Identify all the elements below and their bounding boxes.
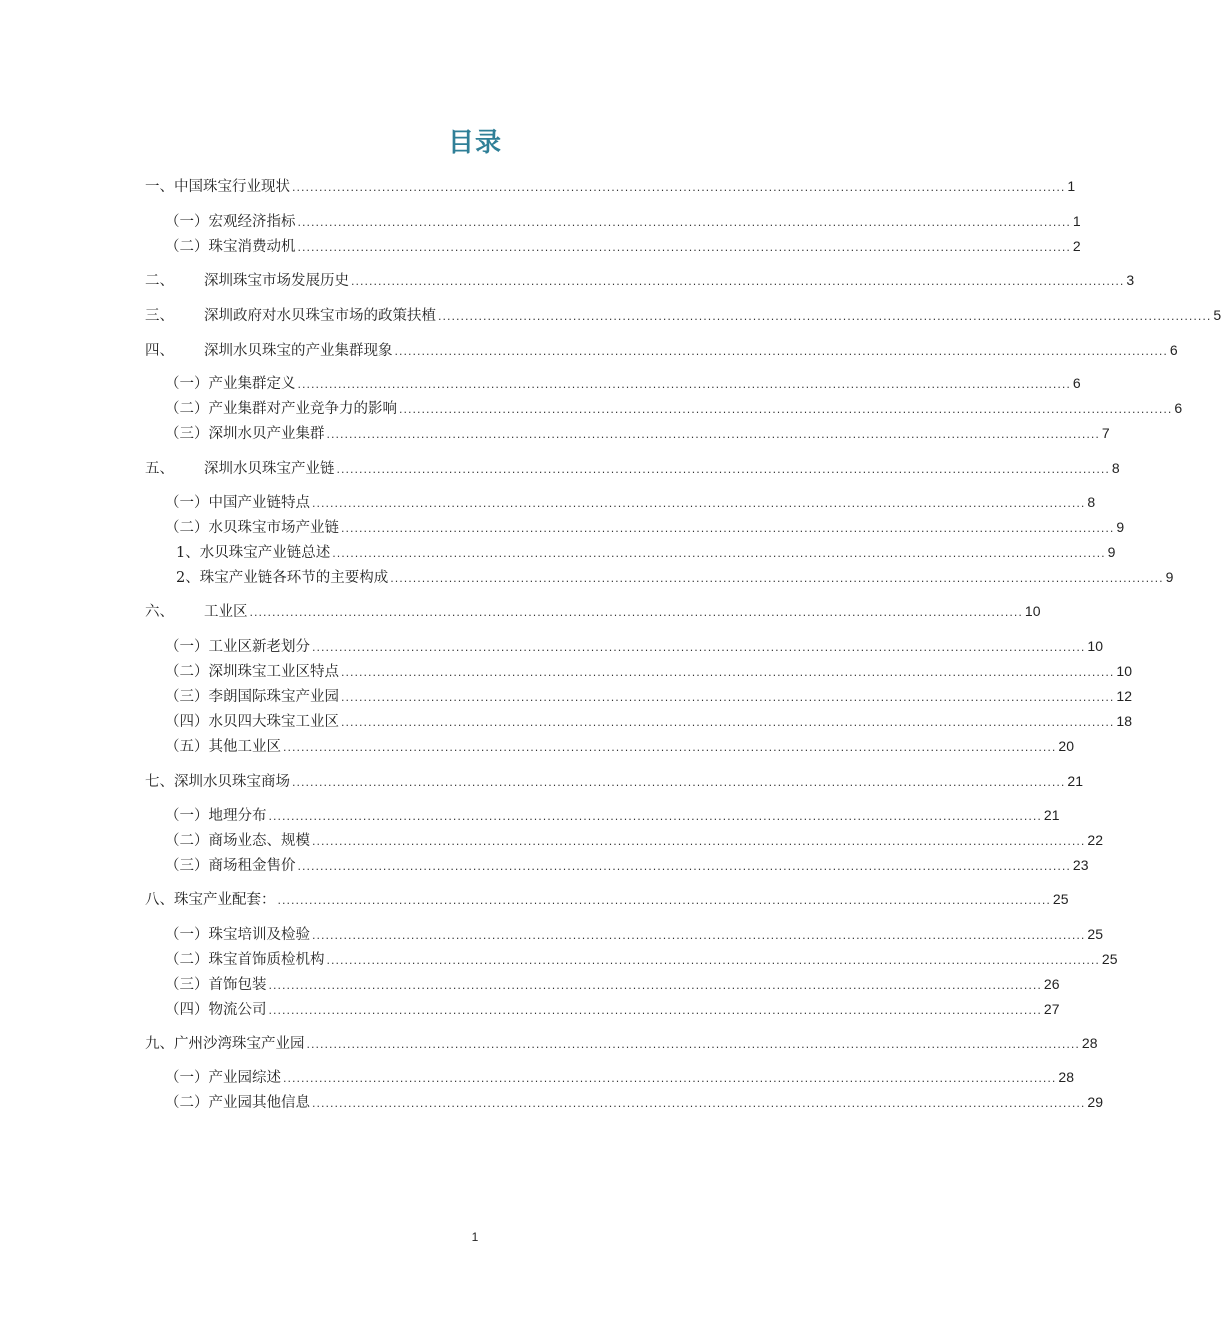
toc-page-number: 7 [1101, 425, 1110, 441]
toc-entry-number: 五、 [145, 461, 174, 477]
dot-leader: ............................................................................................................................................................................ [268, 979, 1042, 992]
toc-entry-label: 1、水贝珠宝产业链总述 [176, 545, 331, 561]
toc-entry[interactable] [145, 457, 1120, 479]
toc-entry-label: 深圳水贝珠宝的产业集群现象 [204, 343, 393, 359]
toc-entry-label: 工业区 [204, 604, 248, 620]
toc-entry[interactable] [165, 854, 1089, 876]
toc-page-number: 21 [1067, 773, 1083, 789]
dot-leader: ............................................................................................................................................................................ [312, 641, 1086, 654]
toc-entry[interactable] [165, 973, 1060, 995]
toc-page-number: 6 [1169, 342, 1178, 358]
toc-page-number: 9 [1165, 569, 1174, 585]
dot-leader: ............................................................................................................................................................................ [326, 428, 1100, 441]
toc-entry[interactable] [165, 1091, 1103, 1113]
toc-entry-label: （二）产业集群对产业竞争力的影响 [165, 401, 397, 417]
toc-entry[interactable] [145, 269, 1135, 291]
toc-entry[interactable] [165, 948, 1118, 970]
dot-leader: ............................................................................................................................................................................ [326, 954, 1100, 967]
toc-entry-label: （一）工业区新老划分 [165, 639, 310, 655]
dot-leader: ............................................................................................................................................................................ [390, 572, 1164, 585]
toc-entry[interactable] [145, 600, 1041, 622]
dot-leader: ............................................................................................................................................................................ [292, 181, 1066, 194]
toc-entry-number: 三、 [145, 308, 174, 324]
toc-page-number: 25 [1101, 951, 1118, 967]
toc-page-number: 12 [1116, 688, 1132, 704]
toc-page-number: 2 [1072, 238, 1081, 254]
dot-leader: ............................................................................................................................................................................ [351, 275, 1125, 288]
toc-entry[interactable] [165, 735, 1074, 757]
toc-title: 目录 [447, 128, 502, 158]
toc-entry-label: 深圳政府对水贝珠宝市场的政策扶植 [204, 308, 436, 324]
toc-entry-label: （三）李朗国际珠宝产业园 [165, 689, 339, 705]
page-number: 1 [471, 1230, 479, 1244]
toc-page-number: 6 [1174, 400, 1183, 416]
toc-page-number: 10 [1087, 638, 1103, 654]
dot-leader: ............................................................................................................................................................................ [268, 810, 1042, 823]
dot-leader: ............................................................................................................................................................................ [297, 216, 1071, 229]
toc-page-number: 8 [1087, 494, 1096, 510]
toc-entry[interactable] [165, 923, 1103, 945]
toc-entry-label: 一、中国珠宝行业现状 [145, 179, 290, 195]
toc-page-number: 28 [1081, 1035, 1098, 1051]
toc-entry-label: （一）产业园综述 [165, 1070, 281, 1086]
toc-entry-label: 九、广州沙湾珠宝产业园 [145, 1036, 305, 1052]
toc-page-number: 22 [1087, 832, 1103, 848]
toc-entry-label: （一）珠宝培训及检验 [165, 927, 310, 943]
toc-entry[interactable] [165, 397, 1183, 419]
toc-entry[interactable] [165, 516, 1125, 538]
dot-leader: ............................................................................................................................................................................ [312, 929, 1086, 942]
toc-page-number: 1 [1067, 178, 1076, 194]
toc-entry[interactable] [165, 372, 1081, 394]
dot-leader: ............................................................................................................................................................................ [312, 835, 1086, 848]
dot-leader: ............................................................................................................................................................................ [341, 716, 1115, 729]
toc-entry-label: 深圳珠宝市场发展历史 [204, 273, 349, 289]
toc-entry-label: （二）深圳珠宝工业区特点 [165, 664, 339, 680]
toc-entry-label: （一）地理分布 [165, 808, 267, 824]
toc-entry[interactable] [145, 175, 1076, 197]
toc-entry-label: （四）物流公司 [165, 1002, 267, 1018]
toc-page-number: 21 [1043, 807, 1060, 823]
dot-leader: ............................................................................................................................................................................ [312, 1097, 1086, 1110]
toc-page-number: 23 [1072, 857, 1089, 873]
toc-entry[interactable] [165, 829, 1103, 851]
toc-entry[interactable] [165, 491, 1096, 513]
toc-entry[interactable] [145, 304, 1221, 326]
toc-entry-label: （四）水贝四大珠宝工业区 [165, 714, 339, 730]
toc-page-number: 25 [1087, 926, 1103, 942]
toc-page-number: 1 [1072, 213, 1081, 229]
toc-entry-label: （一）中国产业链特点 [165, 495, 310, 511]
dot-leader: ............................................................................................................................................................................ [306, 1038, 1080, 1051]
dot-leader: ............................................................................................................................................................................ [249, 606, 1023, 619]
toc-entry[interactable] [165, 635, 1103, 657]
toc-entry[interactable] [165, 1066, 1074, 1088]
dot-leader: ............................................................................................................................................................................ [341, 666, 1115, 679]
toc-page-number: 10 [1116, 663, 1132, 679]
toc-entry[interactable] [176, 566, 1174, 588]
toc-entry-label: （三）首饰包装 [165, 977, 267, 993]
dot-leader: ............................................................................................................................................................................ [297, 860, 1071, 873]
toc-entry-label: （二）产业园其他信息 [165, 1095, 310, 1111]
toc-entry-number: 四、 [145, 343, 174, 359]
toc-entry[interactable] [165, 235, 1081, 257]
toc-entry[interactable] [165, 710, 1132, 732]
toc-entry-label: （二）商场业态、规模 [165, 833, 310, 849]
toc-page-number: 29 [1087, 1094, 1103, 1110]
toc-page-number: 20 [1058, 738, 1074, 754]
toc-page-number: 25 [1052, 891, 1069, 907]
toc-page-number: 18 [1116, 713, 1132, 729]
toc-entry-label: （二）水贝珠宝市场产业链 [165, 520, 339, 536]
dot-leader: ............................................................................................................................................................................ [341, 522, 1115, 535]
toc-page-number: 8 [1111, 460, 1120, 476]
dot-leader: ............................................................................................................................................................................ [297, 241, 1071, 254]
toc-entry[interactable] [165, 422, 1110, 444]
dot-leader: ............................................................................................................................................................................ [268, 1004, 1042, 1017]
toc-entry-label: 八、珠宝产业配套： [145, 892, 276, 908]
dot-leader: ............................................................................................................................................................................ [283, 1072, 1057, 1085]
dot-leader: ............................................................................................................................................................................ [292, 776, 1066, 789]
toc-page-number: 10 [1024, 603, 1041, 619]
dot-leader: ............................................................................................................................................................................ [277, 894, 1051, 907]
toc-page-number: 9 [1116, 519, 1125, 535]
dot-leader: ............................................................................................................................................................................ [336, 463, 1110, 476]
toc-entry[interactable] [165, 660, 1132, 682]
toc-entry-label: 七、深圳水贝珠宝商场 [145, 774, 290, 790]
toc-entry-label: 2、珠宝产业链各环节的主要构成 [176, 570, 389, 586]
toc-entry-label: （一）产业集群定义 [165, 376, 296, 392]
toc-entry[interactable] [165, 685, 1132, 707]
toc-entry[interactable] [145, 339, 1178, 361]
toc-entry-label: （五）其他工业区 [165, 739, 281, 755]
toc-page-number: 6 [1072, 375, 1081, 391]
dot-leader: ............................................................................................................................................................................ [297, 378, 1071, 391]
toc-entry-label: 深圳水贝珠宝产业链 [204, 461, 335, 477]
toc-page-number: 3 [1126, 272, 1135, 288]
toc-entry[interactable] [176, 541, 1116, 563]
dot-leader: ............................................................................................................................................................................ [341, 691, 1115, 704]
toc-entry-label: （三）商场租金售价 [165, 858, 296, 874]
dot-leader: ............................................................................................................................................................................ [332, 547, 1106, 560]
toc-entry[interactable] [145, 770, 1083, 792]
toc-page-number: 5 [1213, 307, 1221, 323]
dot-leader: ............................................................................................................................................................................ [283, 741, 1057, 754]
toc-entry-label: （二）珠宝消费动机 [165, 239, 296, 255]
dot-leader: ............................................................................................................................................................................ [312, 497, 1086, 510]
toc-entry[interactable] [165, 210, 1081, 232]
toc-page-number: 27 [1043, 1001, 1060, 1017]
toc-entry-label: （二）珠宝首饰质检机构 [165, 952, 325, 968]
toc-entry-label: （一）宏观经济指标 [165, 214, 296, 230]
toc-entry[interactable] [165, 804, 1060, 826]
toc-entry-label: （三）深圳水贝产业集群 [165, 426, 325, 442]
toc-entry-number: 六、 [145, 604, 174, 620]
toc-entry[interactable] [165, 998, 1060, 1020]
toc-page-number: 9 [1107, 544, 1116, 560]
toc-page-number: 26 [1043, 976, 1060, 992]
toc-page-number: 28 [1058, 1069, 1074, 1085]
dot-leader: ............................................................................................................................................................................ [438, 310, 1212, 323]
dot-leader: ............................................................................................................................................................................ [394, 345, 1168, 358]
dot-leader: ............................................................................................................................................................................ [399, 403, 1173, 416]
toc-entry-number: 二、 [145, 273, 174, 289]
toc-entry[interactable] [145, 888, 1069, 910]
toc-entry[interactable] [145, 1032, 1098, 1054]
